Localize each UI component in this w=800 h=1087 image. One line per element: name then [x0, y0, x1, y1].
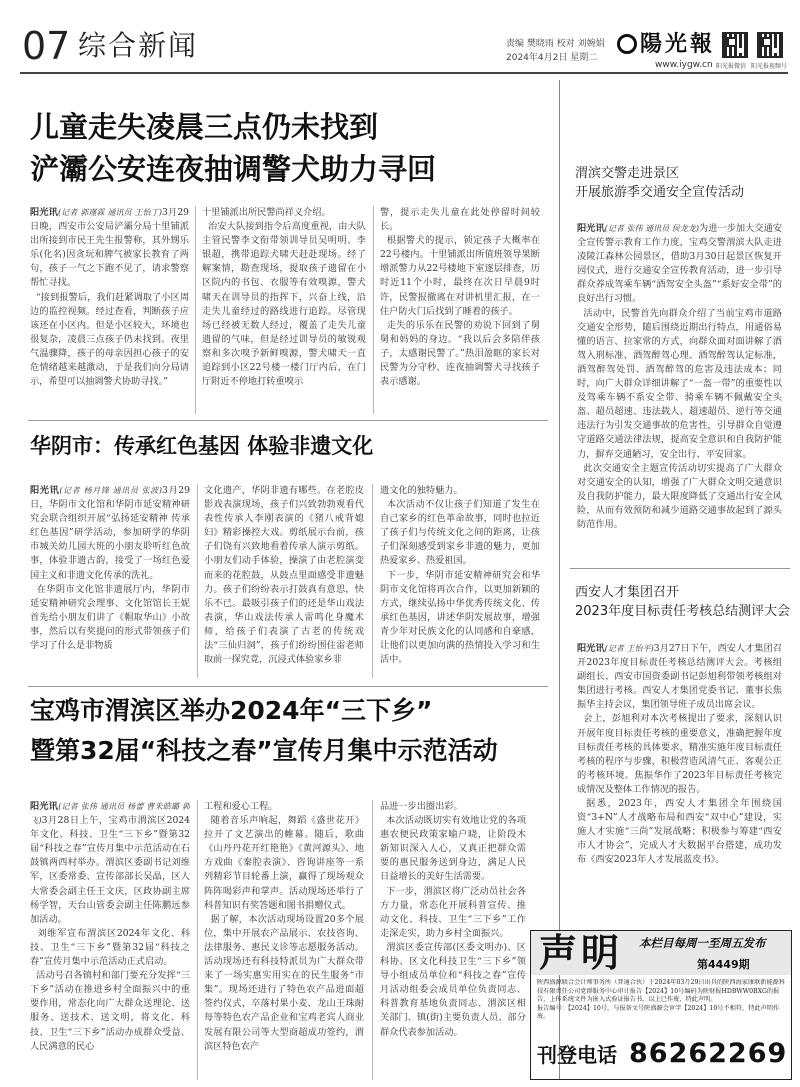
headline: 2023年度目标责任考核总结测评大会	[575, 604, 791, 619]
article-column	[577, 642, 782, 924]
headline: 宝鸡市渭滨区举办2024年“三下乡”	[30, 696, 433, 725]
notice-box	[530, 930, 792, 1080]
phone-number: 86262269	[629, 1038, 788, 1069]
article-column	[30, 484, 190, 680]
page-number: 07	[22, 24, 71, 68]
divider	[28, 420, 548, 421]
headline: 浐灞公安连夜抽调警犬助力寻回	[30, 152, 437, 186]
byline: (记者 张伟 通讯员 侯龙龙)	[604, 224, 700, 233]
divider	[372, 800, 373, 1080]
divider	[28, 686, 548, 687]
divider	[570, 568, 790, 569]
article-column: 遗文化的独特魅力。 本次活动不仅让孩子们知道了发生在自己家乡的红色革命故事，同时也拉近了孩子们与传统文化之间的距离，让孩子们深刻感受到家乡非遗的魅力，更加热爱家乡、热爱祖国。 下一步，华阴市延安精神研究会和华阴市文化馆将再次合作，以更加新颖的方式，继续弘扬中华优秀传统文化、传承红色基因，讲述华阴发展故事，增强青少年对民族文化的认同感和自豪感，让他们以更加向满的热情投入学习和生活中。	[380, 485, 540, 666]
divider	[197, 484, 198, 678]
headline: 暨第32届“科技之春”宣传月集中示范活动	[30, 736, 498, 765]
divider	[195, 206, 196, 414]
divider	[373, 206, 374, 414]
notice-line: 陕西盛源联合会计师事务所（普通合伙）于2024年03月29日出具的陕西海家康联新能源科技有限责任公司党群服务中心审计报告【2024】10号编码为陕财报HDBWW0BXG的报告，上传系统文件为嵌入式验证报告书，以上已作废，特此声明。	[537, 979, 786, 1004]
body-text: 3月29日晚，西安市公安局浐灞分局十里铺派出所接到市民王先生报警称，其外甥乐乐(化名)因贪玩和脾气被家长教育了两句，孩子一气之下跑不见了，请求警察帮忙寻找。 “接到报警后，我们赶紧调取了小区周边的监控视频。经过查看，判断孩子应该还在小区内。但是小区较大，环境也很复杂，凌晨三点孩子仍未找到。夜里气温骤降，孩子的母亲因担心孩子的安危情绪越来越激动，于是我们向分局请示，希望可以抽调警犬协助寻找。”	[30, 207, 189, 388]
headline: 西安人才集团召开	[575, 585, 680, 600]
article-column	[30, 206, 189, 416]
lead: 阳光讯	[30, 207, 58, 218]
section-title: 综合新闻	[78, 29, 199, 62]
article-column: 十里铺派出所民警尚祥义介绍。 治安大队接到指令后高度重视，由大队主管民警李文衔带领训导员吴明明、李银超，携带追踪犬啸天赶赴现场。经了解案情，勘查现场，提取孩子遗留在小区院内的书包、衣服等有效嗅源，警犬啸天在训导员的指挥下，兴奋上线，沿走失儿童经过的路线进行追踪。尽管现场已经被无数人经过，覆盖了走失儿童遗留的气味，但是经过训导员的敏锐观察和多次嗅予新鲜嗅源，警犬啸天一直追踪到小区22号楼一楼门厅内后，在门厅附近不停地打转重嗅示	[202, 207, 366, 388]
notice-subtitle: 本栏目每周一至周五发布	[639, 936, 766, 950]
lead: 阳光讯	[30, 801, 59, 812]
article-column: 工程和爱心工程。 随着音乐声响起，舞蹈《盛世花开》拉开了文艺演出的帷幕。随后，歌曲《山丹丹花开红艳艳》《黄河源头》、地方戏曲《秦腔表演》、咨询讲座等一系列精彩节目轮番上演，赢得了现场观众阵阵喝彩声和掌声。活动现场还举行了科普知识有奖答题和图书捐赠仪式。 据了解，本次活动现场设置20多个展位，集中开展农产品展示、农技咨询、法律服务、惠民义诊等志愿服务活动。活动现场还有科技特派员为广大群众带来了一场实惠实用实在的民生服务“市集”。现场还进行了特色农产品进面超签约仪式，卒落村果小麦、龙山王珠耐每等特色农产品企业和宝鸡老宾人商业发展有限公司等大型商超成功签约，渭滨区特色农产	[204, 801, 364, 1052]
headline: 儿童走失凌晨三点仍未找到	[30, 110, 379, 144]
headline: 渭滨交警走进景区	[575, 166, 680, 181]
article-column	[30, 800, 190, 1082]
header-rule	[20, 72, 788, 74]
body-text: 3月29日，华阴市文化馆和华阴市延安精神研究会联合组织开展“弘扬延安精神 传承红色基因”研学活动，参加研学的华阴市城关幼儿园大班的小朋友聆听红色故事，体验非遗古韵，接受了一场红色爱国主义和非遗文化传承的洗礼。 在华阴市文化馆非遗展厅内，华阴市延安精神研究会理事、文化馆馆长王妮首先给小朋友们讲了《帽取华山》小故事，然后以有奖提问的形式带领孩子们学习了什么是非物质	[30, 485, 190, 652]
notice-title: 声明	[539, 931, 624, 975]
body-text: 3月28日上午，宝鸡市渭滨区2024年文化、科技、卫生“三下乡”暨第32届“科技之春”宣传月集中示范活动在石鼓镇两西村举办。渭滨区委副书记刘维军，区委常委、宣传部部长吴晶，区人大常委会副主任王文庆，区政协副主席杨学智，天台山管委会副主任陈鹏远参加活动。 刘维军宣布渭滨区2024年文化、科技、卫生“三下乡”暨第32届“科技之春”宣传月集中示范活动正式启动。 活动号召各镇村和部门要充分发挥“三下乡”活动在推进乡村全面振兴中的重要作用，常态化向广大群众送理论、送服务、送技术、送文明，将文化、科技、卫生“三下乡”活动办成群众受益、人民满意的民心	[30, 815, 190, 1052]
qr-label: 阳光报微信	[716, 63, 747, 70]
byline: (记者 王怡平)	[604, 644, 654, 653]
divider	[197, 800, 198, 1080]
article-column: 品进一步出圈出彩。 本次活动既切实有效地让党的各项惠农便民政策家喻户晓，让阶段木新知识深入人心，又真正把群众需要的惠民服务送到身边，满足人民日益增长的美好生活需要。 下一步，渭滨区将广泛动员社会各方力量，常态化开展科普宣传、推动文化、科技、卫生“三下乡”工作走深走实，助力乡村全面振兴。 渭滨区委宣传部(区委文明办)、区科协、区文化科技卫生“三下乡”领导小组成员单位和“科技之春”宣传月活动组委会成员单位负责同志、科普教育基地负责同志、渭滨区相关部门、镇(街)主要负责人员、部分群众代表参加活动。	[380, 801, 526, 1038]
phone-label: 刊登电话	[537, 1043, 617, 1067]
header-date: 2024年4月2日 星期二	[506, 53, 598, 63]
body-text: 3月27日下午，西安人才集团召开2023年度目标责任考核总结测评大会。考核组副组长、西安市国资委副书记彭旭利带领考核组对集团进行考核。西安人才集团党委书记、董事长焦振华主持会议，集团领导班子成员出席会议。 会上，彭旭利对本次考核提出了要求，深刻认识开展年度目标责任考核的重要意义，准确把握年度目标责任考核的具体要求，精准实施年度目标责任考核的程序与步骤，积极营造风清气正、客观公正的考核环境。焦振华作了2023年目标责任考核完成情况及整体工作情况的报告。 据悉，2023年，西安人才集团全年围绕国资“3+N”人才战略布局和西安“双中心”建设，实施人才实施“三尚”发展战略；积极参与筹建“西安市人才协会”，完成人才大数据平台搭建，成功发布《西安2023年人才发展蓝皮书》。	[577, 643, 782, 866]
sun-logo-icon	[617, 34, 637, 54]
qr-label: 阳光报视频号	[751, 63, 788, 70]
lead: 阳光讯	[30, 485, 60, 496]
qr-code-icon	[722, 32, 748, 58]
notice-line: 报告编号：【2024】10号，与报备文号陕盛源会审字【2024】10号不相符，特此声明作废。	[537, 1004, 780, 1021]
lead: 阳光讯	[577, 643, 605, 654]
article-column: 文化遗产，华阴非遗有哪些。在老腔皮影戏表演现场，孩子们兴致勃勃观看代表性传承人李刚表演的《猪八戒背媳妇》精彩操控大戏。剪纸展示台前，孩子们饶有兴致地看着传承人演示剪纸。小朋友们动手体验，操演了由老腔演变而来的花腔鼓，从鼓点里面感受非遗魅力。孩子们纷纷表示打鼓真有意思，快乐不已。最吸引孩子们的还是华山戏法表演，华山戏法传承人雷鸣化身魔术师，给孩子们表演了古老的传统戏法“三仙归洞”，孩子们纷纷围住雷老师取前一探究竟，沉浸式体验家乡非	[204, 485, 364, 666]
header-editors: 责编 樊晓雨 校对 刘婉娟	[506, 39, 605, 49]
article-column: 警，提示走失儿童在此处停留时间较长。 根据警犬的提示，锁定孩子大概率在22号楼内。十里铺派出所值班领导果断增派警力从22号楼地下室逐层排查，历时近11个小时，最终在次日早晨9时许，民警报撤离在对讲机里汇报，在一住户防火门后找到了睡着的孩子。 走失的乐乐在民警的劝说下回到了舅舅和妈妈的身边。“我以后会多陪伴孩子，太感谢民警了。”热泪盈眶的家长对民警为分守秒、连夜抽调警犬寻找孩子表示感谢。	[380, 207, 540, 388]
headline: 华阴市：传承红色基因 体验非遗文化	[30, 434, 374, 458]
lead: 阳光讯	[577, 223, 605, 234]
divider	[372, 484, 373, 678]
byline: (记者 郭瑾霖 通讯员 王怡丁)	[58, 208, 162, 217]
notice-issue: 第4449期	[697, 958, 750, 971]
article-column	[577, 222, 782, 560]
notice-text	[537, 979, 787, 1033]
byline: (记者 杨月锋 通讯员 张波)	[59, 486, 163, 495]
body-text: 为进一步加大交通安全宣传警示教育工作力度，宝鸡交警渭滨大队走进凌陵江森林公园景区，借助3月30日起景区恢复开园仪式，进行交通安全宣传教育活动，进一步引导群众养成驾乘车辆“酒驾安全头盔”“系好安全带”的良好出行习惯。 活动中，民警首先向群众介绍了当前宝鸡市道路交通安全形势，随后围绕近期出行特点，用通俗易懂的语言、拉家常的方式，向群众面对面讲解了酒驾入刑标准、酒驾醉驾心理、酒驾醉驾认定标准，酒驾醉驾处罚、酒驾醉驾的危害及违法成本；同时，向广大群众详细讲解了“一盔一带”的重要性以及驾乘车辆不系安全带、骑乘车辆不佩戴安全头盔、超员超速、违法载人、超速超员、逆行等交通违法行为引发交通事故的危害性，引导群众自觉遵守道路交通法律法规，提高安全意识和自我防护能力，摒弃交通陋习，安全出行、平安回家。 此次交通安全主题宣传活动切实提高了广大群众对交通安全的认知，增强了广大群众文明交通意识及自我防护能力，最大限度降低了交通出行安全风险，从而有效预防和减少道路交通事故起到了源头防范作用。	[577, 223, 782, 530]
website-url: www.iygw.cn	[655, 60, 713, 70]
qr-code-icon	[757, 32, 783, 58]
newspaper-logo: 陽光報	[640, 31, 716, 57]
headline: 开展旅游季交通安全宣传活动	[575, 185, 745, 200]
byline: (记者 张伟 通讯员 杨蕾 曹朱皓璐 郭飞)	[30, 802, 190, 826]
